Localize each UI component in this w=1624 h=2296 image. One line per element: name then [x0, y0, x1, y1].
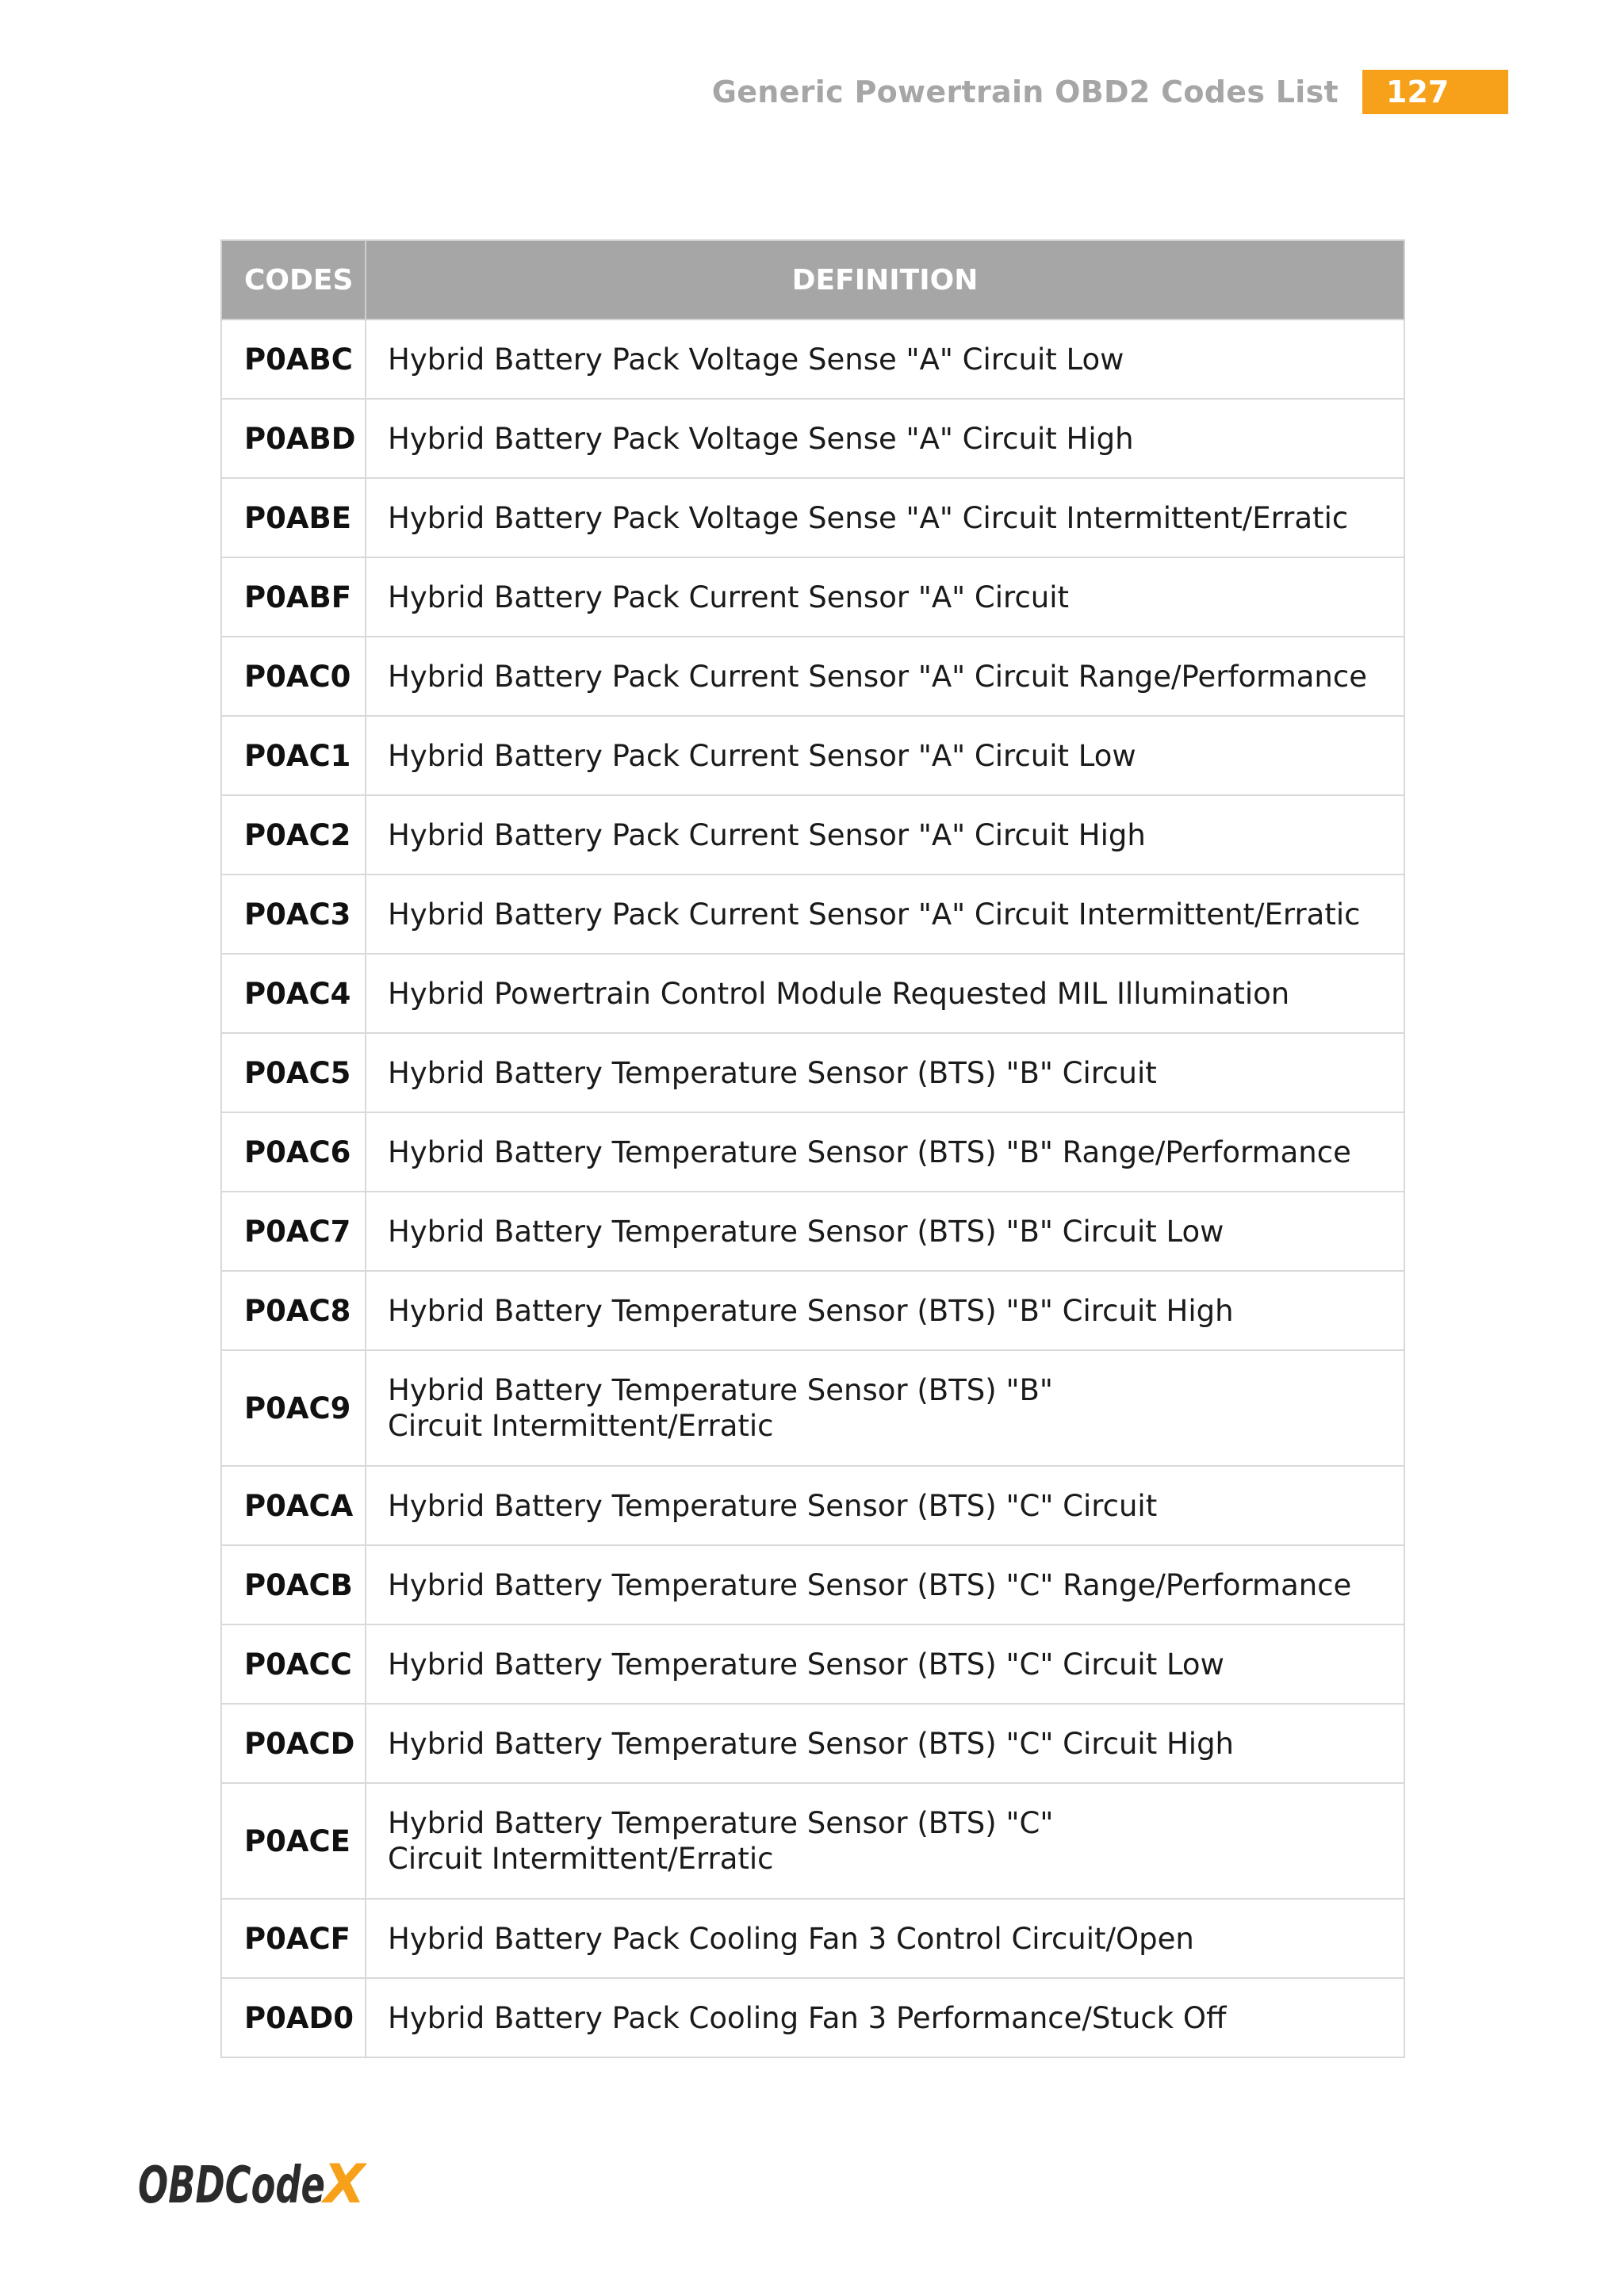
definition-cell: Hybrid Battery Pack Cooling Fan 3 Control Circuit/Open [366, 1899, 1404, 1978]
definition-cell: Hybrid Battery Pack Voltage Sense "A" Circuit High [366, 399, 1404, 478]
code-cell: P0ACC [221, 1624, 366, 1704]
table-row [221, 795, 1404, 874]
table-row [221, 399, 1404, 478]
code-cell: P0AC6 [221, 1112, 366, 1192]
table-row [221, 557, 1404, 637]
code-cell: P0ABD [221, 399, 366, 478]
definition-cell: Hybrid Battery Temperature Sensor (BTS) "B" Circuit [366, 1033, 1404, 1112]
code-cell: P0AC8 [221, 1271, 366, 1350]
definition-cell: Hybrid Battery Pack Current Sensor "A" Circuit Low [366, 716, 1404, 795]
page-header [712, 70, 1508, 114]
definition-cell: Hybrid Battery Temperature Sensor (BTS) "C" Circuit Intermittent/Erratic [366, 1783, 1404, 1899]
column-header-codes: CODES [221, 240, 366, 320]
table-header-row [221, 240, 1404, 320]
definition-cell: Hybrid Battery Pack Current Sensor "A" Circuit Intermittent/Erratic [366, 874, 1404, 954]
definition-cell: Hybrid Battery Pack Voltage Sense "A" Circuit Low [366, 320, 1404, 399]
table-body [221, 320, 1404, 2057]
definition-cell: Hybrid Battery Pack Voltage Sense "A" Circuit Intermittent/Erratic [366, 478, 1404, 557]
definition-cell: Hybrid Battery Temperature Sensor (BTS) "B" Circuit Low [366, 1192, 1404, 1271]
table-header [221, 240, 1404, 320]
table-row [221, 1466, 1404, 1545]
definition-cell: Hybrid Battery Pack Current Sensor "A" Circuit [366, 557, 1404, 637]
logo-x-mark: X [324, 2153, 366, 2210]
code-cell: P0AD0 [221, 1978, 366, 2057]
code-cell: P0AC9 [221, 1350, 366, 1466]
table-row [221, 954, 1404, 1033]
table-row [221, 1350, 1404, 1466]
obdcodex-logo [136, 2153, 374, 2210]
code-cell: P0AC2 [221, 795, 366, 874]
code-cell: P0ACA [221, 1466, 366, 1545]
code-cell: P0ACE [221, 1783, 366, 1899]
definition-cell: Hybrid Powertrain Control Module Requested MIL Illumination [366, 954, 1404, 1033]
code-cell: P0ABC [221, 320, 366, 399]
table-row [221, 1899, 1404, 1978]
table-row [221, 716, 1404, 795]
table-row [221, 1624, 1404, 1704]
definition-cell: Hybrid Battery Temperature Sensor (BTS) "C" Circuit Low [366, 1624, 1404, 1704]
definition-cell: Hybrid Battery Temperature Sensor (BTS) "C" Range/Performance [366, 1545, 1404, 1624]
code-cell: P0AC1 [221, 716, 366, 795]
code-cell: P0AC4 [221, 954, 366, 1033]
code-cell: P0ABF [221, 557, 366, 637]
definition-cell: Hybrid Battery Temperature Sensor (BTS) "B" Circuit High [366, 1271, 1404, 1350]
definition-cell: Hybrid Battery Temperature Sensor (BTS) "C" Circuit [366, 1466, 1404, 1545]
table-row [221, 637, 1404, 716]
page-number-badge: 127 [1362, 70, 1508, 114]
table-row [221, 1112, 1404, 1192]
code-cell: P0AC7 [221, 1192, 366, 1271]
definition-cell: Hybrid Battery Temperature Sensor (BTS) "B" Range/Performance [366, 1112, 1404, 1192]
table-row [221, 1978, 1404, 2057]
table-row [221, 1545, 1404, 1624]
code-cell: P0AC3 [221, 874, 366, 954]
table-row [221, 320, 1404, 399]
definition-cell: Hybrid Battery Pack Cooling Fan 3 Performance/Stuck Off [366, 1978, 1404, 2057]
column-header-definition: DEFINITION [366, 240, 1404, 320]
definition-cell: Hybrid Battery Temperature Sensor (BTS) "C" Circuit High [366, 1704, 1404, 1783]
table-row [221, 1704, 1404, 1783]
table-row [221, 874, 1404, 954]
definition-cell: Hybrid Battery Pack Current Sensor "A" Circuit Range/Performance [366, 637, 1404, 716]
definition-cell: Hybrid Battery Pack Current Sensor "A" Circuit High [366, 795, 1404, 874]
table-row [221, 1192, 1404, 1271]
table-row [221, 1783, 1404, 1899]
code-cell: P0ACB [221, 1545, 366, 1624]
obd-codes-table [220, 239, 1405, 2058]
code-cell: P0AC0 [221, 637, 366, 716]
code-cell: P0ABE [221, 478, 366, 557]
document-title: Generic Powertrain OBD2 Codes List [711, 75, 1339, 109]
table-row [221, 478, 1404, 557]
code-cell: P0ACF [221, 1899, 366, 1978]
obdcodex-logo-icon [136, 2153, 374, 2210]
logo-wordmark: OBDCode [138, 2156, 325, 2210]
table-row [221, 1033, 1404, 1112]
code-cell: P0AC5 [221, 1033, 366, 1112]
code-cell: P0ACD [221, 1704, 366, 1783]
table-row [221, 1271, 1404, 1350]
definition-cell: Hybrid Battery Temperature Sensor (BTS) "B" Circuit Intermittent/Erratic [366, 1350, 1404, 1466]
